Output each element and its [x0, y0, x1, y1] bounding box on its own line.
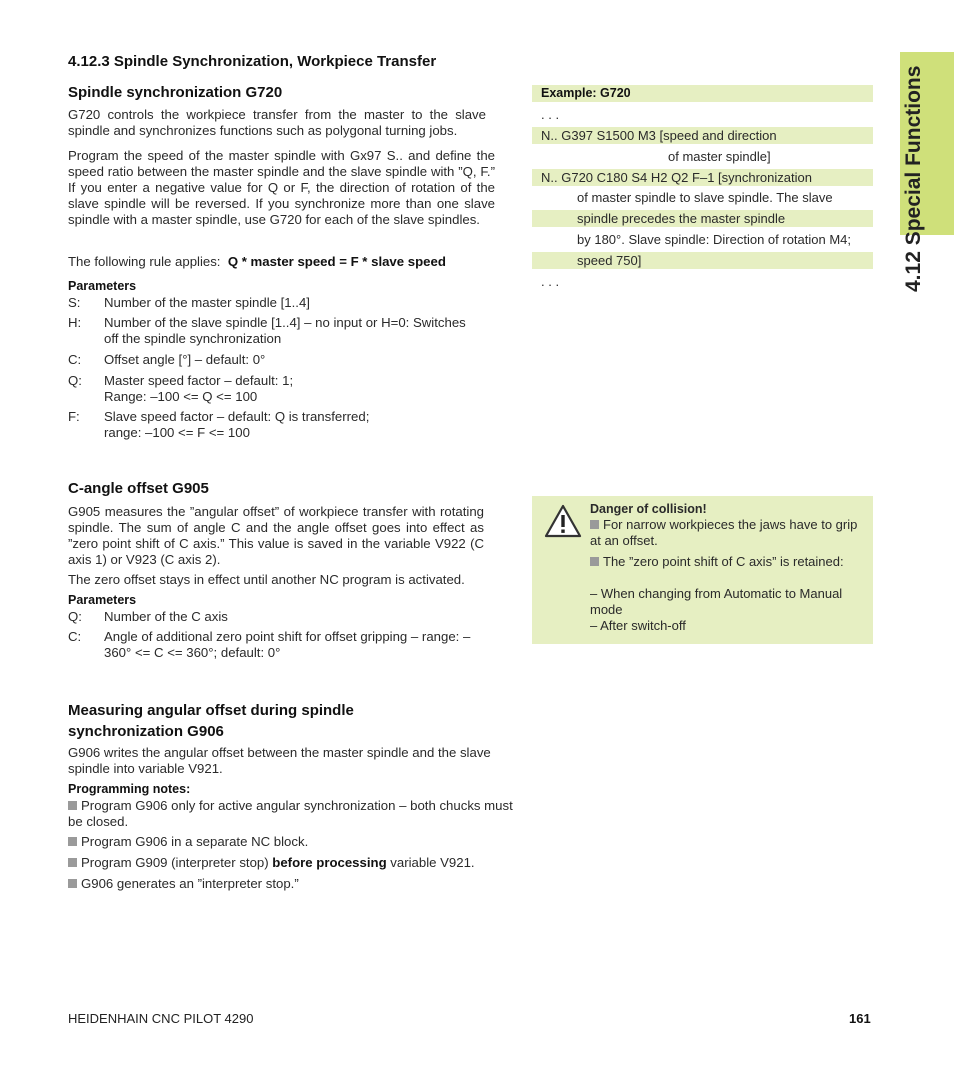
example-line: spindle precedes the master spindle — [532, 210, 873, 227]
example-line: N.. G397 S1500 M3 [speed and direction — [532, 127, 873, 144]
note-1: Program G906 only for active angular synchronization – both chucks must be closed. — [68, 798, 513, 829]
example-line: N.. G720 C180 S4 H2 Q2 F–1 [synchronization — [532, 169, 873, 186]
example-line: . . . — [541, 274, 560, 289]
example-line: by 180°. Slave spindle: Direction of rotation M4; — [577, 232, 852, 247]
bullet-icon — [68, 858, 77, 867]
g906-heading-1: Measuring angular offset during spindle — [68, 702, 354, 719]
g906-para1: G906 writes the angular offset between the master spindle and the slave spindle into variable V921. — [68, 745, 491, 776]
note-3: Program G909 (interpreter stop) before processing variable V921. — [68, 855, 528, 871]
bullet-icon — [68, 801, 77, 810]
example-line: of master spindle to slave spindle. The slave — [577, 190, 833, 205]
rule-formula: Q * master speed = F * slave speed — [227, 254, 446, 269]
example-title: Example: G720 — [532, 85, 873, 102]
g720-rule — [68, 254, 446, 270]
g720-params-heading: Parameters — [68, 279, 137, 293]
g720-para1: G720 controls the workpiece transfer from the master to the slave spindle and synchronizes functions such as polygonal turning jobs. — [68, 107, 486, 138]
example-line: . . . — [541, 107, 560, 122]
g720-heading: Spindle synchronization G720 — [68, 84, 283, 101]
section-title: 4.12.3 Spindle Synchronization, Workpiece Transfer — [68, 53, 437, 70]
rule-intro: The following rule applies: — [68, 254, 221, 269]
danger-sub-1: – When changing from Automatic to Manual mode — [590, 586, 843, 617]
side-tab-label: 4.12 Special Functions — [902, 65, 925, 292]
bullet-icon — [68, 837, 77, 846]
g906-heading-2: synchronization G906 — [68, 723, 224, 740]
note-2: Program G906 in a separate NC block. — [68, 834, 528, 850]
g905-params-heading: Parameters — [68, 593, 137, 607]
danger-item-1: For narrow workpieces the jaws have to grip at an offset. — [590, 517, 858, 548]
example-line: of master spindle] — [668, 149, 771, 164]
note-4: G906 generates an ”interpreter stop.” — [68, 876, 528, 892]
g905-heading: C-angle offset G905 — [68, 480, 209, 497]
g905-para1: G905 measures the ”angular offset” of workpiece transfer with rotating spindle. The sum of angle C and the angle offset goes into effect as ”zero point shift of C axis.” This value is saved in the variable V922 (C axis 1) or V923 (C axis 2). — [68, 504, 484, 567]
danger-title: Danger of collision! — [590, 502, 707, 516]
danger-item-2: The ”zero point shift of C axis” is retained: — [590, 554, 865, 570]
bullet-icon — [590, 520, 599, 529]
g720-para2: Program the speed of the master spindle with Gx97 S.. and define the speed ratio between the master spindle and the slave spindle with ”Q, F.” If you enter a negative value for Q or F, the direction of rotation of the slave spindle will be reversed. If you synchronize more than one slave spindle with a master spindle, use G720 for each of the slave spindles. — [68, 148, 495, 227]
g905-para2: The zero offset stays in effect until another NC program is activated. — [68, 572, 465, 587]
danger-sub-2: – After switch-off — [590, 618, 686, 633]
bullet-icon — [68, 879, 77, 888]
page-number: 161 — [849, 1011, 871, 1026]
warning-triangle-icon — [544, 504, 582, 538]
g906-notes-heading: Programming notes: — [68, 782, 191, 796]
bullet-icon — [590, 557, 599, 566]
example-line: speed 750] — [532, 252, 873, 269]
footer-product: HEIDENHAIN CNC PILOT 4290 — [68, 1011, 254, 1026]
